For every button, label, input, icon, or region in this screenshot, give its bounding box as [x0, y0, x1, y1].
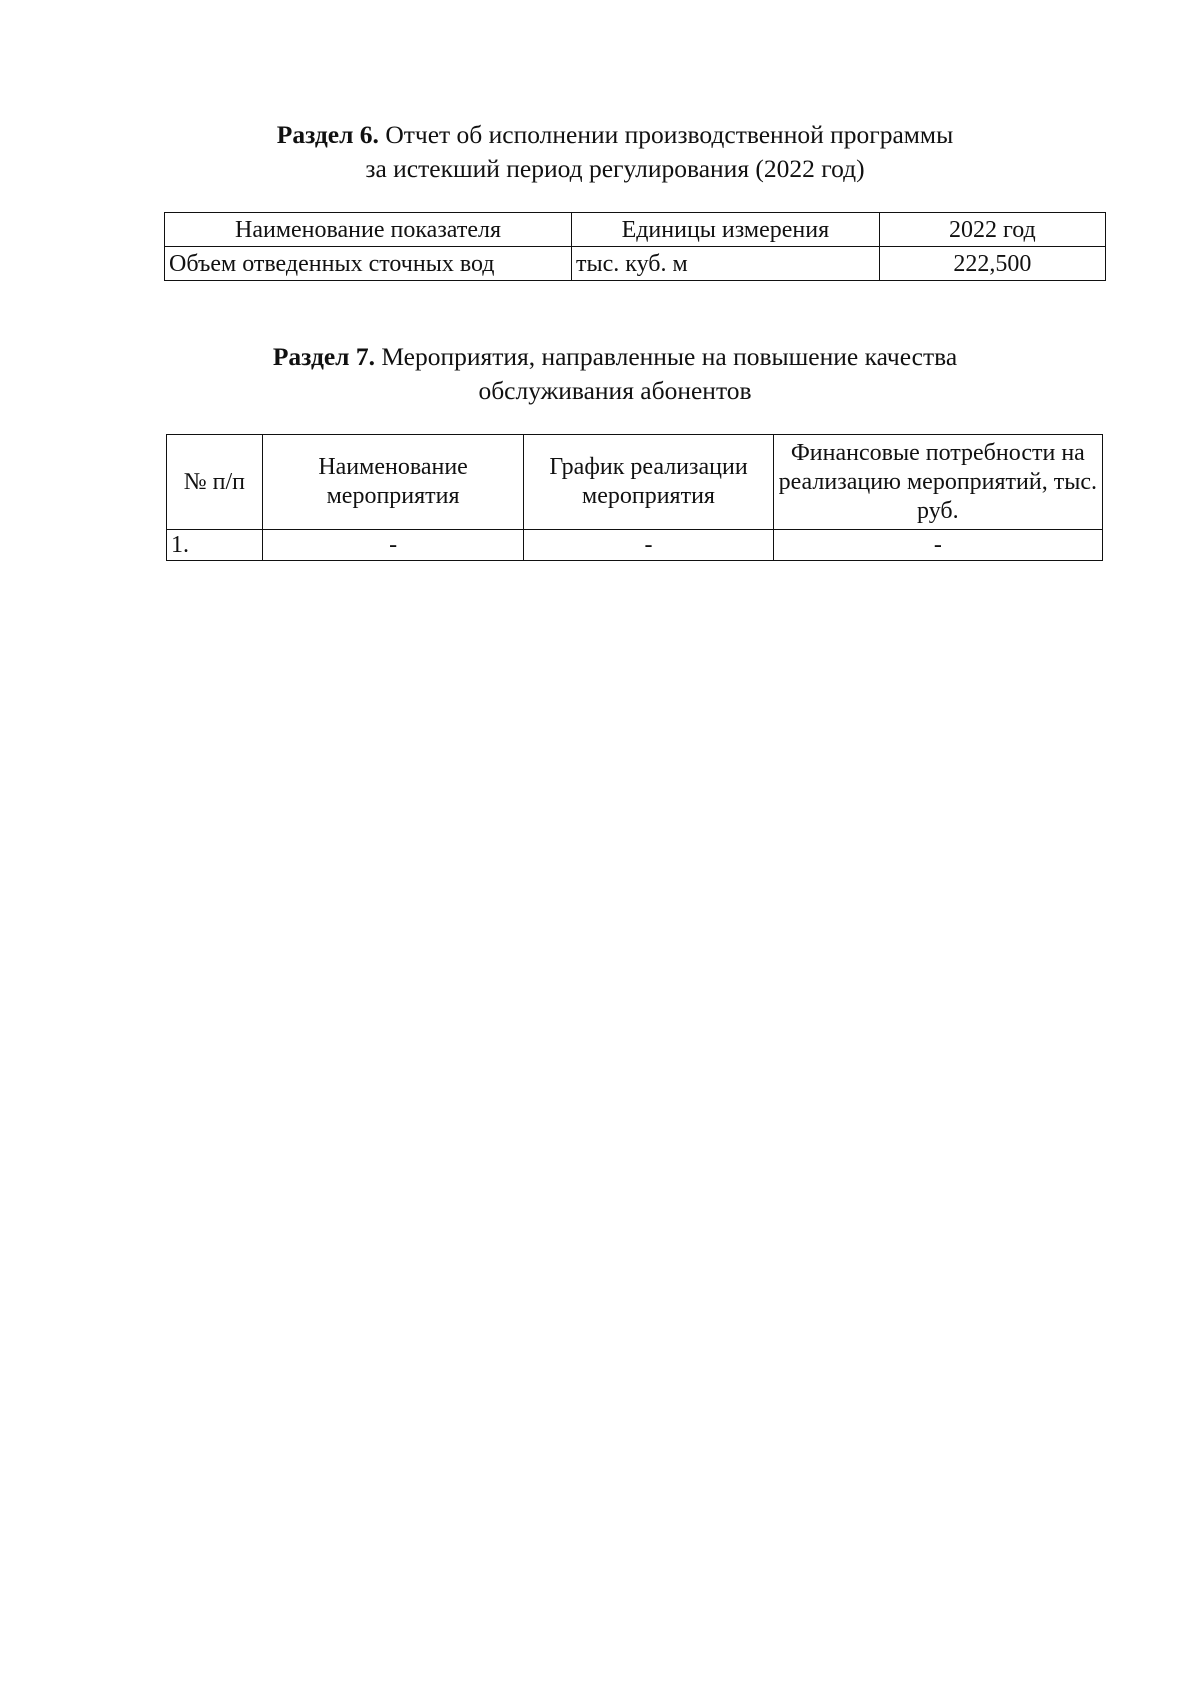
table-row: [167, 530, 1103, 561]
section-7-title-line1: Мероприятия, направленные на повышение качества: [381, 342, 958, 371]
section-7-table: [166, 434, 1103, 561]
cell-financial-needs: -: [773, 530, 1102, 561]
header-units: Единицы измерения: [571, 213, 879, 247]
section-6-table: [164, 212, 1106, 281]
header-year: 2022 год: [879, 213, 1105, 247]
section-7-label: Раздел 7.: [272, 342, 375, 371]
table-row: [165, 247, 1106, 281]
table-header-row: [167, 435, 1103, 530]
section-6-label: Раздел 6.: [276, 120, 379, 149]
section-6-title-line1: Отчет об исполнении производственной программы: [385, 120, 954, 149]
header-number: № п/п: [167, 435, 263, 530]
header-financial-needs: Финансовые потребности на реализацию мероприятий, тыс. руб.: [773, 435, 1102, 530]
cell-number: 1.: [167, 530, 263, 561]
cell-measure-name: -: [262, 530, 524, 561]
cell-indicator-name: Объем отведенных сточных вод: [165, 247, 572, 281]
cell-year-value: 222,500: [879, 247, 1105, 281]
cell-units: тыс. куб. м: [571, 247, 879, 281]
header-measure-name: Наименование мероприятия: [262, 435, 524, 530]
cell-schedule: -: [524, 530, 773, 561]
section-6-heading: [150, 118, 1080, 186]
section-6-heading-line1: [150, 118, 1080, 152]
section-7-heading: [150, 340, 1080, 408]
section-7-heading-line1: [150, 340, 1080, 374]
header-indicator-name: Наименование показателя: [165, 213, 572, 247]
section-7-title-line2: обслуживания абонентов: [478, 376, 752, 405]
section-6-title-line2: за истекший период регулирования (2022 год): [365, 154, 865, 183]
header-schedule: График реализации мероприятия: [524, 435, 773, 530]
table-header-row: [165, 213, 1106, 247]
